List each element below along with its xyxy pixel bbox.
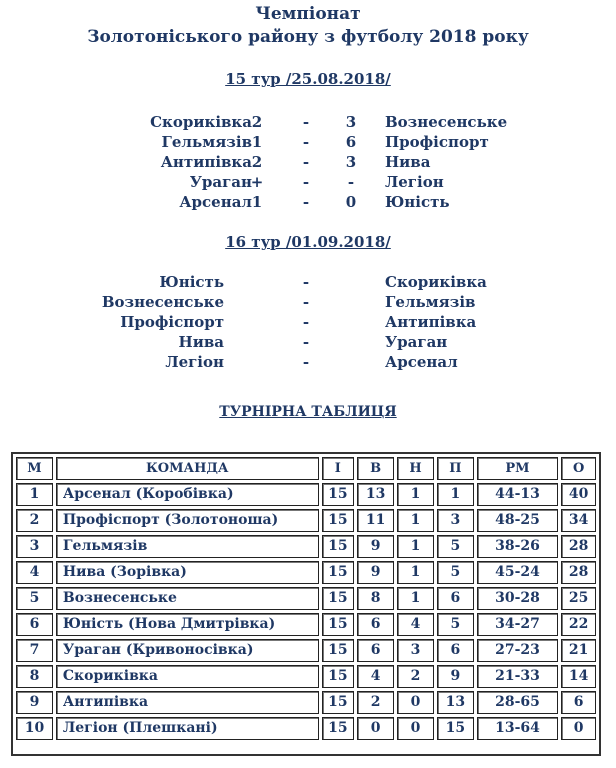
place-cell: 9 xyxy=(16,691,53,714)
draws-cell: 1 xyxy=(397,535,434,558)
table-row xyxy=(16,691,596,714)
away-score: 6 xyxy=(345,133,357,151)
team-cell: Гельмязів xyxy=(56,535,319,558)
draws-cell: 1 xyxy=(397,509,434,532)
games-cell: 15 xyxy=(322,587,355,610)
points-cell: 14 xyxy=(561,665,596,688)
wins-cell: 8 xyxy=(357,587,394,610)
games-cell: 15 xyxy=(322,509,355,532)
col-header-wins: В xyxy=(357,457,394,480)
table-row xyxy=(16,535,596,558)
team-cell: Легіон (Плешкані) xyxy=(56,717,319,740)
match-row xyxy=(0,172,616,192)
games-cell: 15 xyxy=(322,639,355,662)
points-cell: 6 xyxy=(561,691,596,714)
wins-cell: 6 xyxy=(357,613,394,636)
home-score: 1 xyxy=(251,193,263,211)
losses-cell: 1 xyxy=(437,483,474,506)
goals-cell: 44-13 xyxy=(477,483,558,506)
score-separator: - xyxy=(302,173,310,191)
games-cell: 15 xyxy=(322,483,355,506)
table-row xyxy=(16,665,596,688)
home-score: 2 xyxy=(251,153,263,171)
team-cell: Вознесенське xyxy=(56,587,319,610)
away-team: Ураган xyxy=(385,333,448,351)
place-cell: 10 xyxy=(16,717,53,740)
home-team: Арсенал xyxy=(179,193,252,211)
away-team: Скориківка xyxy=(385,273,487,291)
points-cell: 25 xyxy=(561,587,596,610)
wins-cell: 9 xyxy=(357,561,394,584)
fixture-row xyxy=(0,352,616,372)
away-team: Юність xyxy=(385,193,450,211)
losses-cell: 3 xyxy=(437,509,474,532)
standings-heading: ТУРНІРНА ТАБЛИЦЯ xyxy=(219,404,397,420)
team-cell: Ураган (Кривоносівка) xyxy=(56,639,319,662)
home-team: Профіспорт xyxy=(120,313,224,331)
score-separator: - xyxy=(302,293,310,311)
home-team: Гельмязів xyxy=(161,133,252,151)
col-header-goals: РМ xyxy=(477,457,558,480)
losses-cell: 9 xyxy=(437,665,474,688)
table-row xyxy=(16,613,596,636)
goals-cell: 30-28 xyxy=(477,587,558,610)
losses-cell: 13 xyxy=(437,691,474,714)
home-team: Ураган xyxy=(189,173,252,191)
header-row xyxy=(16,457,596,480)
goals-cell: 48-25 xyxy=(477,509,558,532)
table-row xyxy=(16,639,596,662)
place-cell: 4 xyxy=(16,561,53,584)
page-title-line2: Золотоніського району з футболу 2018 року xyxy=(87,27,529,47)
away-score: 3 xyxy=(345,113,357,131)
match-row xyxy=(0,112,616,132)
games-cell: 15 xyxy=(322,613,355,636)
team-cell: Скориківка xyxy=(56,665,319,688)
away-team: Арсенал xyxy=(385,353,458,371)
draws-cell: 0 xyxy=(397,691,434,714)
home-team: Вознесенське xyxy=(101,293,224,311)
home-score: + xyxy=(250,173,264,191)
team-cell: Арсенал (Коробівка) xyxy=(56,483,319,506)
place-cell: 1 xyxy=(16,483,53,506)
wins-cell: 9 xyxy=(357,535,394,558)
points-cell: 21 xyxy=(561,639,596,662)
losses-cell: 6 xyxy=(437,639,474,662)
table-row xyxy=(16,483,596,506)
round-15-title: 15 тур /25.08.2018/ xyxy=(225,70,391,88)
losses-cell: 15 xyxy=(437,717,474,740)
home-team: Легіон xyxy=(165,353,224,371)
match-row xyxy=(0,152,616,172)
fixture-row xyxy=(0,332,616,352)
place-cell: 7 xyxy=(16,639,53,662)
home-score: 2 xyxy=(251,113,263,131)
score-separator: - xyxy=(302,313,310,331)
score-separator: - xyxy=(302,113,310,131)
away-team: Гельмязів xyxy=(385,293,476,311)
col-header-games: І xyxy=(322,457,355,480)
place-cell: 2 xyxy=(16,509,53,532)
col-header-losses: П xyxy=(437,457,474,480)
points-cell: 28 xyxy=(561,561,596,584)
home-team: Нива xyxy=(178,333,224,351)
games-cell: 15 xyxy=(322,535,355,558)
place-cell: 8 xyxy=(16,665,53,688)
team-cell: Юність (Нова Дмитрівка) xyxy=(56,613,319,636)
home-team: Антипівка xyxy=(160,153,252,171)
fixture-row xyxy=(0,292,616,312)
standings-table xyxy=(11,452,601,756)
goals-cell: 21-33 xyxy=(477,665,558,688)
col-header-team: КОМАНДА xyxy=(56,457,319,480)
score-separator: - xyxy=(302,193,310,211)
col-header-points: О xyxy=(561,457,596,480)
table-row xyxy=(16,509,596,532)
losses-cell: 5 xyxy=(437,535,474,558)
match-row xyxy=(0,132,616,152)
match-row xyxy=(0,192,616,212)
table-row xyxy=(16,717,596,740)
wins-cell: 2 xyxy=(357,691,394,714)
points-cell: 22 xyxy=(561,613,596,636)
away-score: 3 xyxy=(345,153,357,171)
away-team: Профіспорт xyxy=(385,133,489,151)
draws-cell: 2 xyxy=(397,665,434,688)
draws-cell: 1 xyxy=(397,587,434,610)
draws-cell: 1 xyxy=(397,483,434,506)
points-cell: 40 xyxy=(561,483,596,506)
goals-cell: 13-64 xyxy=(477,717,558,740)
page-title-line1: Чемпіонат xyxy=(255,4,361,24)
losses-cell: 5 xyxy=(437,561,474,584)
score-separator: - xyxy=(302,333,310,351)
games-cell: 15 xyxy=(322,665,355,688)
home-team: Скориківка xyxy=(150,113,252,131)
draws-cell: 3 xyxy=(397,639,434,662)
col-header-draws: Н xyxy=(397,457,434,480)
draws-cell: 4 xyxy=(397,613,434,636)
table-row xyxy=(16,561,596,584)
fixture-row xyxy=(0,312,616,332)
points-cell: 0 xyxy=(561,717,596,740)
wins-cell: 11 xyxy=(357,509,394,532)
games-cell: 15 xyxy=(322,691,355,714)
away-team: Вознесенське xyxy=(385,113,508,131)
table-row xyxy=(16,587,596,610)
place-cell: 5 xyxy=(16,587,53,610)
score-separator: - xyxy=(302,133,310,151)
points-cell: 28 xyxy=(561,535,596,558)
wins-cell: 4 xyxy=(357,665,394,688)
place-cell: 3 xyxy=(16,535,53,558)
place-cell: 6 xyxy=(16,613,53,636)
away-team: Антипівка xyxy=(385,313,477,331)
wins-cell: 13 xyxy=(357,483,394,506)
away-team: Нива xyxy=(385,153,431,171)
games-cell: 15 xyxy=(322,561,355,584)
team-cell: Антипівка xyxy=(56,691,319,714)
team-cell: Профіспорт (Золотоноша) xyxy=(56,509,319,532)
fixture-row xyxy=(0,272,616,292)
home-team: Юність xyxy=(159,273,224,291)
score-separator: - xyxy=(302,153,310,171)
away-team: Легіон xyxy=(385,173,444,191)
away-score: - xyxy=(347,173,355,191)
goals-cell: 45-24 xyxy=(477,561,558,584)
score-separator: - xyxy=(302,273,310,291)
goals-cell: 28-65 xyxy=(477,691,558,714)
round-16-title: 16 тур /01.09.2018/ xyxy=(225,233,391,251)
score-separator: - xyxy=(302,353,310,371)
points-cell: 34 xyxy=(561,509,596,532)
team-cell: Нива (Зорівка) xyxy=(56,561,319,584)
goals-cell: 38-26 xyxy=(477,535,558,558)
draws-cell: 0 xyxy=(397,717,434,740)
losses-cell: 5 xyxy=(437,613,474,636)
away-score: 0 xyxy=(345,193,357,211)
goals-cell: 34-27 xyxy=(477,613,558,636)
games-cell: 15 xyxy=(322,717,355,740)
wins-cell: 0 xyxy=(357,717,394,740)
goals-cell: 27-23 xyxy=(477,639,558,662)
draws-cell: 1 xyxy=(397,561,434,584)
wins-cell: 6 xyxy=(357,639,394,662)
home-score: 1 xyxy=(251,133,263,151)
col-header-place: М xyxy=(16,457,53,480)
losses-cell: 6 xyxy=(437,587,474,610)
